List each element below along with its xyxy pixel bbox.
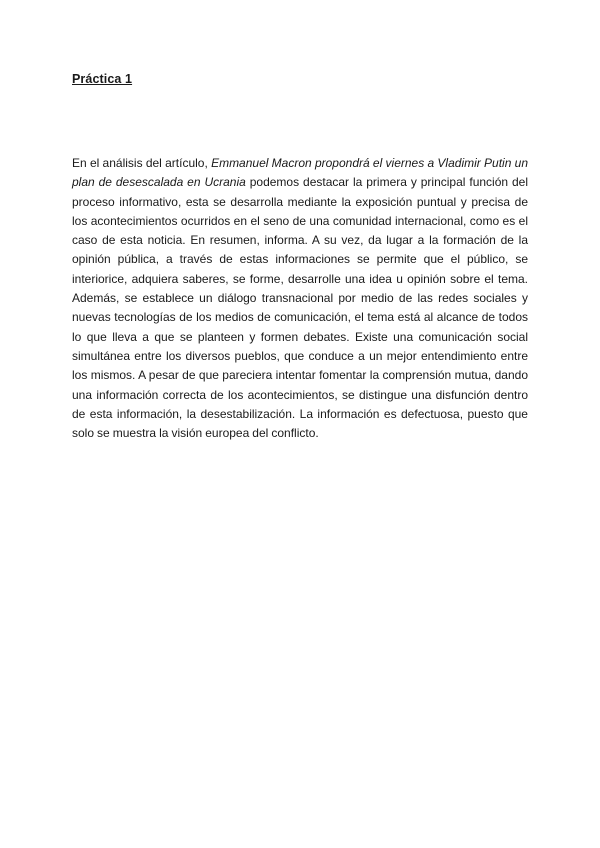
document-title: Práctica 1 bbox=[72, 72, 133, 86]
paragraph-body: podemos destacar la primera y principal función del proceso informativo, esta se desarrolla mediante la exposición puntual y precisa de los acontecimientos ocurridos en el seno de una comunidad internacional, como es el caso de esta noticia. En resumen, informa. A su vez, da lugar a la formación de la opinión pública, a través de estas informaciones se permite que el público, se interiorice, adquiera saberes, se forme, desarrolle una idea u opinión sobre el tema. Además, se establece un diálogo transnacional por medio de las redes sociales y nuevas tecnologías de los medios de comunicación, el tema está al alcance de todos lo que lleva a que se planteen y formen debates. Existe una comunicación social simultánea entre los diversos pueblos, que conduce a un mejor entendimiento entre los mismos. A pesar de que pareciera intentar fomentar la comprensión mutua, dando una información correcta de los acontecimientos, se distingue una disfunción dentro de esta información, la desestabilización. La información es defectuosa, puesto que solo se muestra la visión europea del conflicto. bbox=[72, 175, 528, 441]
paragraph-intro: En el análisis del artículo, bbox=[72, 156, 212, 170]
body-paragraph bbox=[72, 154, 528, 443]
article-title: Emmanuel Macron propondrá el viernes a Vladimir Putin un plan de desescalada en Ucrania bbox=[72, 156, 528, 190]
